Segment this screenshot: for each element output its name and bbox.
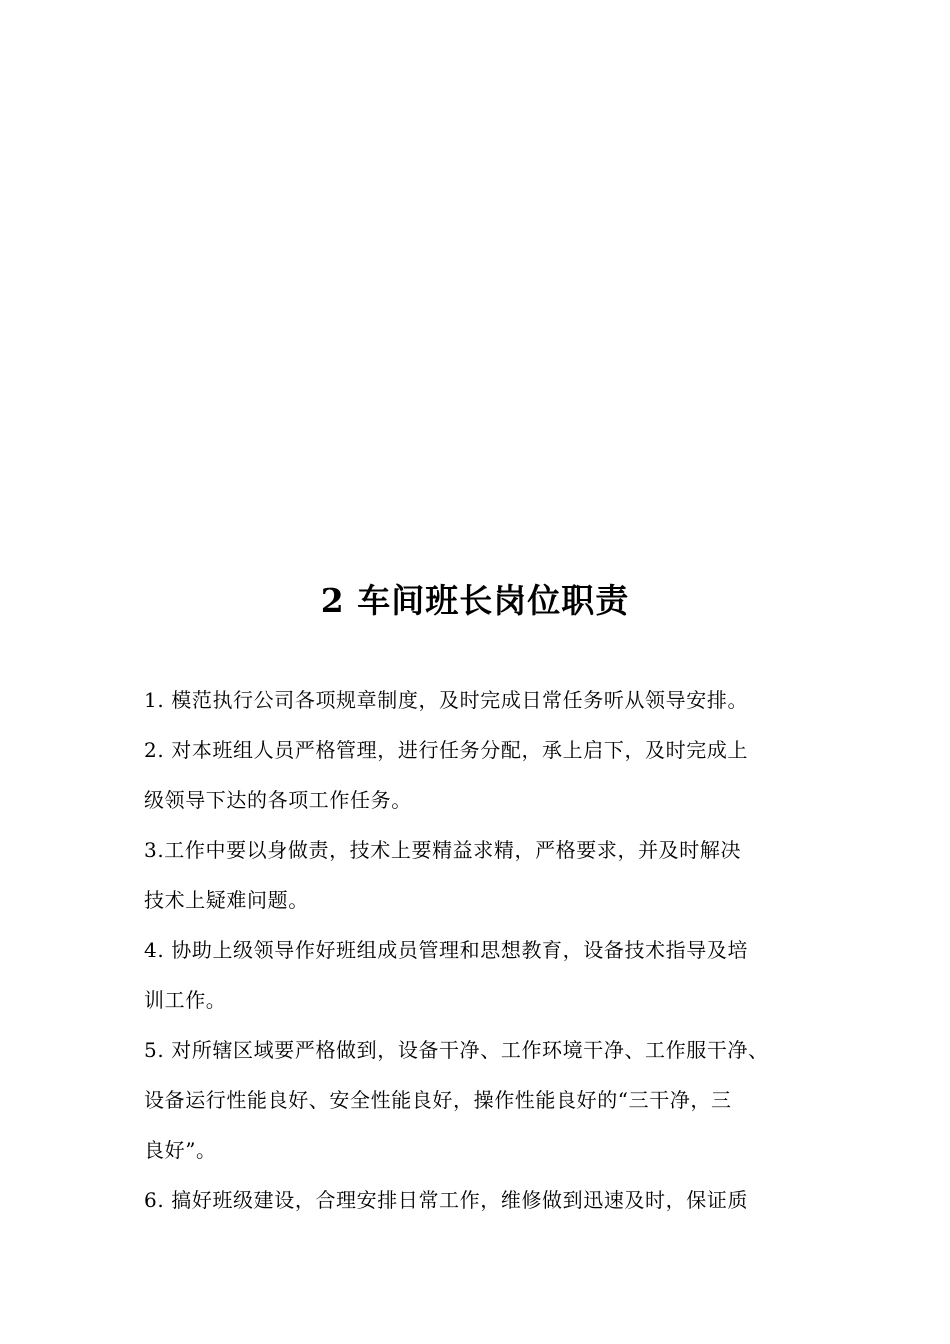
body-line: 1. 模范执行公司各项规章制度，及时完成日常任务听从领导安排。 [144, 688, 749, 712]
document-body [144, 675, 844, 1225]
body-line: 良好”。 [144, 1138, 217, 1162]
body-line: 训工作。 [144, 988, 227, 1012]
body-line: 技术上疑难问题。 [144, 888, 309, 912]
document-title: 2 车间班长岗位职责 [320, 581, 630, 620]
body-line: 5. 对所辖区域要严格做到，设备干净、工作环境干净、工作服干净、 [144, 1038, 769, 1062]
body-line: 级领导下达的各项工作任务。 [144, 788, 412, 812]
body-line: 设备运行性能良好、安全性能良好，操作性能良好的“三干净，三 [144, 1088, 732, 1112]
body-line: 3.工作中要以身做责，技术上要精益求精，严格要求，并及时解决 [144, 838, 742, 862]
body-line: 4. 协助上级领导作好班组成员管理和思想教育，设备技术指导及培 [144, 938, 749, 962]
body-line: 6. 搞好班级建设，合理安排日常工作，维修做到迅速及时，保证质 [144, 1188, 749, 1212]
body-line: 2. 对本班组人员严格管理，进行任务分配，承上启下，及时完成上 [144, 738, 749, 762]
